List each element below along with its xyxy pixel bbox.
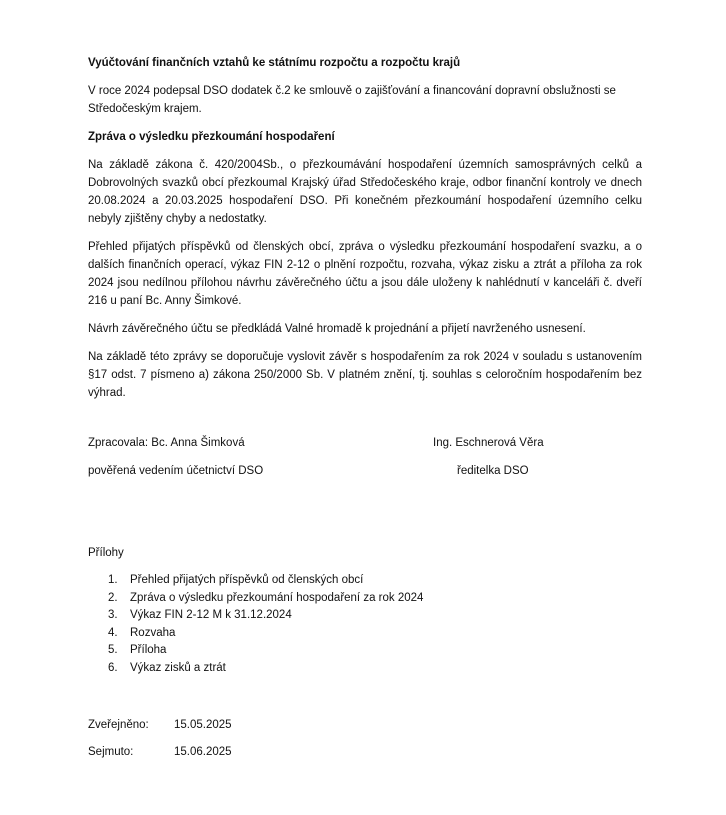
paragraph-proposal: Návrh závěrečného účtu se předkládá Valné hromadě k projednání a přijetí navrženého usnesení. bbox=[88, 323, 586, 335]
list-label: Rozvaha bbox=[130, 626, 176, 639]
signature-names-row bbox=[88, 434, 642, 452]
list-label: Zpráva o výsledku přezkoumání hospodaření za rok 2024 bbox=[130, 591, 424, 604]
paragraph-law-review: Na základě zákona č. 420/2004Sb., o přezkoumávání hospodaření územních samosprávných celků a Dobrovolných svazků obcí přezkoumal Krajský úřad Středočeského kraje, odbor finanční kontroly ve dnech 20.08.2024 a 20.03.2025 hospodaření DSO. Při konečném přezkoumání hospodaření územního celku nebyly zjištěny chyby a nedostatky. bbox=[88, 159, 642, 225]
list-number: 5. bbox=[108, 644, 118, 657]
attachments-list bbox=[108, 572, 423, 678]
prepared-by-role: pověřená vedením účetnictví DSO bbox=[88, 465, 264, 477]
list-label: Výkaz FIN 2-12 M k 31.12.2024 bbox=[130, 609, 292, 622]
paragraph-recommendation: Na základě této zprávy se doporučuje vyslovit závěr s hospodařením za rok 2024 v souladu s ustanovením §17 odst. 7 písmeno a) zákona 250/2000 Sb. V platném znění, tj. souhlas s celoročním hospodařením bez výhrad. bbox=[88, 351, 642, 399]
list-item bbox=[108, 607, 423, 625]
director-role: ředitelka DSO bbox=[457, 465, 529, 477]
list-item bbox=[108, 590, 423, 608]
intro-paragraph: V roce 2024 podepsal DSO dodatek č.2 ke smlouvě o zajišťování a financování dopravní obslužnosti se Středočeským krajem. bbox=[88, 85, 616, 115]
list-number: 2. bbox=[108, 591, 118, 604]
list-number: 3. bbox=[108, 609, 118, 622]
prepared-by: Zpracovala: Bc. Anna Šimková bbox=[88, 437, 245, 449]
published-label: Zveřejněno: bbox=[88, 719, 149, 731]
list-number: 1. bbox=[108, 574, 118, 586]
list-item bbox=[108, 642, 423, 660]
removed-label: Sejmuto: bbox=[88, 746, 134, 758]
review-heading: Zpráva o výsledku přezkoumání hospodaření bbox=[88, 131, 335, 143]
list-item bbox=[108, 572, 423, 590]
list-item bbox=[108, 625, 423, 643]
list-number: 6. bbox=[108, 661, 118, 674]
document-body bbox=[88, 54, 642, 402]
paragraph-overview: Přehled přijatých příspěvků od členských obcí, zpráva o výsledku přezkoumání hospodaření svazku, a o dalších finančních operací, výkaz FIN 2-12 o plnění rozpočtu, rozvaha, výkaz zisku a ztrát a příloha za rok 2024 jsou nedílnou přílohou návrhu závěrečného účtu a jsou dále uloženy k nahlédnutí v kanceláři č. dveří 216 u paní Bc. Anny Šimkové. bbox=[88, 241, 642, 307]
list-label: Výkaz zisků a ztrát bbox=[130, 661, 226, 674]
list-number: 4. bbox=[108, 626, 118, 639]
list-item bbox=[108, 660, 423, 678]
signature-roles-row bbox=[88, 462, 642, 480]
document-title: Vyúčtování finančních vztahů ke státnímu rozpočtu a rozpočtu krajů bbox=[88, 57, 461, 69]
attachments-heading: Přílohy bbox=[88, 547, 124, 559]
list-label: Přehled přijatých příspěvků od členských obcí bbox=[130, 574, 364, 586]
published-date: 15.05.2025 bbox=[174, 719, 232, 731]
director-name: Ing. Eschnerová Věra bbox=[433, 437, 544, 449]
list-label: Příloha bbox=[130, 644, 167, 657]
removed-date: 15.06.2025 bbox=[174, 746, 232, 758]
